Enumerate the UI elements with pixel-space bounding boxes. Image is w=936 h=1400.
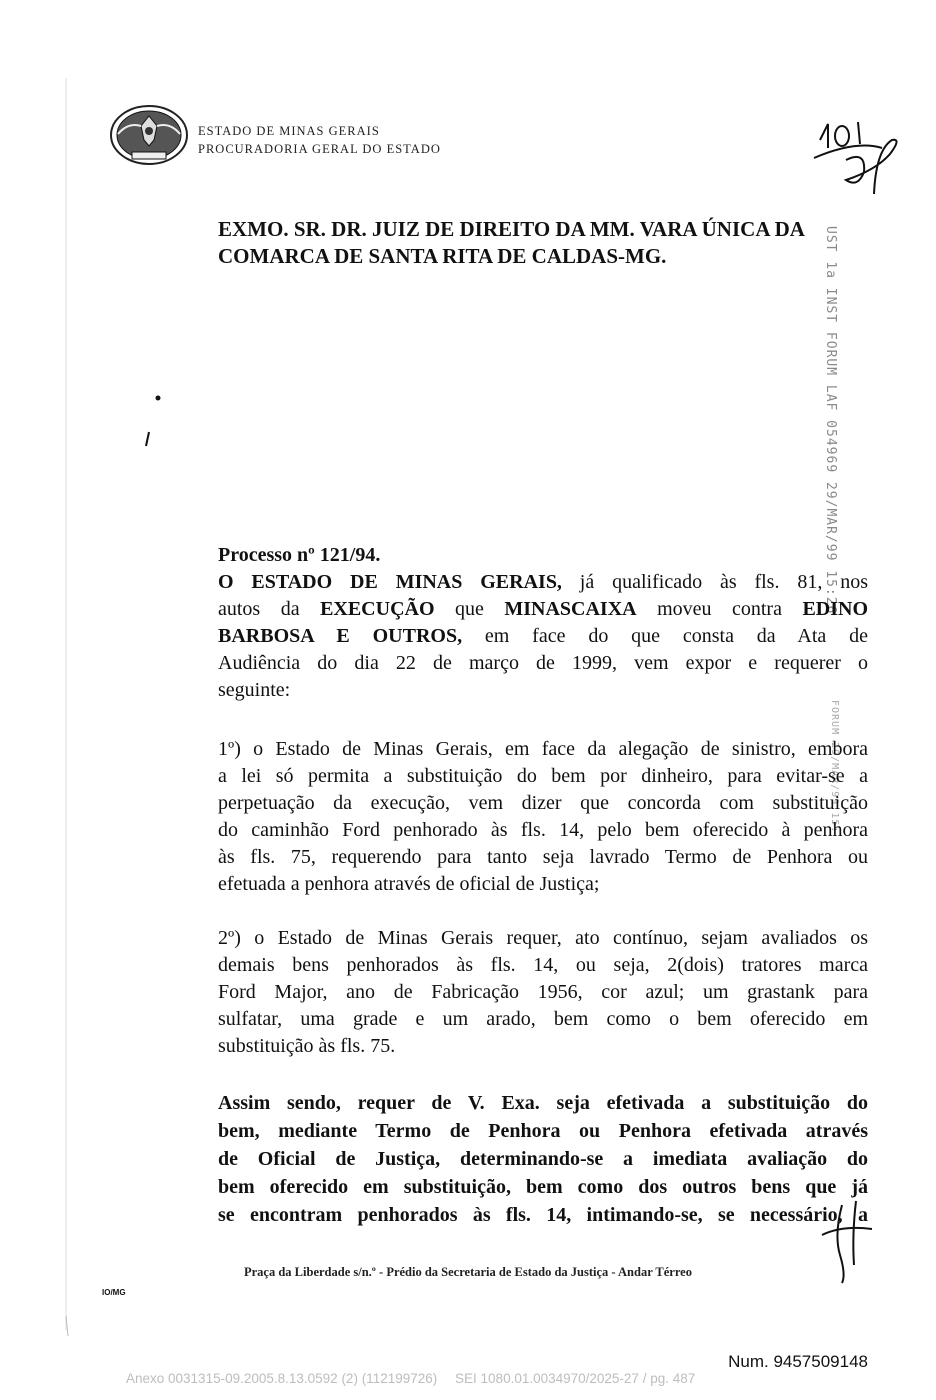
header-text <box>198 122 441 158</box>
footer-address: Praça da Liberdade s/n.º - Prédio da Secretaria de Estado da Justiça - Andar Térreo <box>244 1265 692 1279</box>
addressee-line-1: EXMO. SR. DR. JUIZ DE DIREITO DA MM. VARA ÚNICA DA <box>218 217 805 241</box>
paragraph-request: Assim sendo, requer de V. Exa. seja efetivada a substituição do bem, mediante Termo de Penhora ou Penhora efetivada através de Oficial de Justiça, determinando-se a imediata avaliação do bem oferecido em substituição, bem como dos outros bens que já se encontram penhorados às fls. 14, intimando-se, se necessário, a <box>218 1092 868 1226</box>
handwritten-signature <box>812 1195 882 1285</box>
header-office: PROCURADORIA GERAL DO ESTADO <box>198 142 441 156</box>
footer-code: IO/MG <box>102 1288 126 1297</box>
paragraph-intro: O ESTADO DE MINAS GERAIS, já qualificado às fls. 81, nos autos da EXECUÇÃO que MINASCAIXA moveu contra EDINO BARBOSA E OUTROS, em face do que consta da Ata de Audiência do dia 22 de março de 1999, vem expor e requerer o seguinte: <box>218 571 869 701</box>
document-number: Num. 9457509148 <box>728 1352 868 1371</box>
addressee <box>218 216 868 270</box>
addressee-line-2: COMARCA DE SANTA RITA DE CALDAS-MG. <box>218 244 667 268</box>
protocol-stamp: UST 1a INST FORUM LAF 054969 29/MAR/99 15:26 <box>823 226 838 615</box>
annotation-line <box>126 1371 695 1386</box>
protocol-stamp-faint: FORUM 29/MAR/99 15: <box>829 700 840 834</box>
handwritten-folio-mark <box>806 110 906 200</box>
annotation-sei: SEI 1080.01.0034970/2025-27 / pg. 487 <box>455 1371 696 1386</box>
paragraph-item-1: 1º) o Estado de Minas Gerais, em face da alegação de sinistro, embora a lei só permita a substituição do bem por dinheiro, para evitar-se a perpetuação da execução, vem dizer que concorda com substituição do caminhão Ford penhorado às fls. 14, pelo bem oferecido à penhora às fls. 75, requerendo para tanto seja lavrado Termo de Penhora ou efetuada a penhora através de oficial de Justiça; <box>218 738 868 895</box>
state-coat-of-arms <box>108 104 190 168</box>
process-number: Processo nº 121/94. <box>218 544 381 566</box>
header-state: ESTADO DE MINAS GERAIS <box>198 124 380 138</box>
annotation-attachment: Anexo 0031315-09.2005.8.13.0592 (2) (112199726) <box>126 1371 438 1386</box>
paragraph-item-2: 2º) o Estado de Minas Gerais requer, ato contínuo, sejam avaliados os demais bens penhorados às fls. 14, ou seja, 2(dois) tratores marca Ford Major, ano de Fabricação 1956, cor azul; um grastank para sulfatar, uma grade e um arado, bem como o bem oferecido em substituição às fls. 75. <box>218 927 868 1057</box>
